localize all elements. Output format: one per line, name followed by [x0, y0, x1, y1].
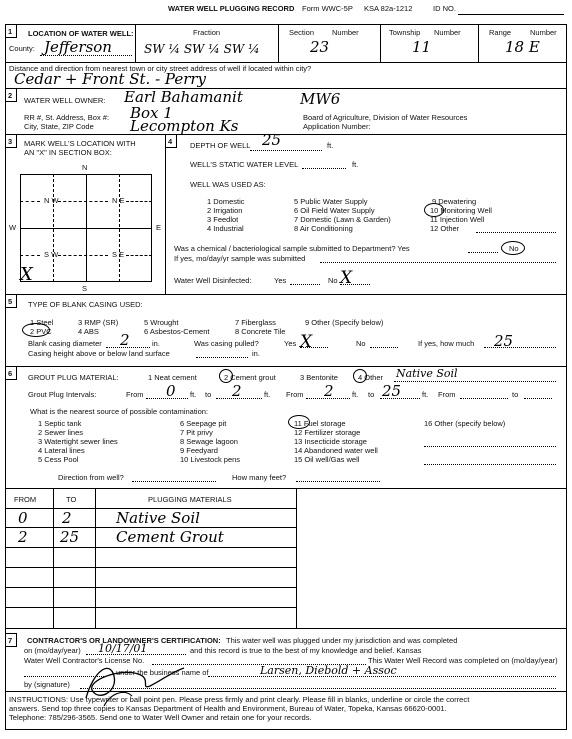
address-value[interactable]: Box 1 — [130, 104, 173, 122]
casing-1[interactable]: 1 Steel — [30, 318, 54, 327]
use-2[interactable]: 2 Irrigation — [207, 206, 243, 215]
howmuch-value[interactable]: 25 — [494, 332, 514, 350]
instructions-line-2: answers. Send top three copies to Kansas Department of Health and Environment, Bureau of Water, Topeka, Kansas 66620-0001. — [9, 704, 447, 713]
quadrant-sw: S W — [44, 250, 59, 259]
distance-value[interactable]: Cedar + Front St. - Perry — [14, 70, 207, 88]
section-label: Section — [289, 28, 315, 37]
signature-label: by (signature) — [24, 680, 70, 689]
distance-label: Distance and direction from nearest town or city street address of well if located within city? — [9, 64, 312, 73]
casing-8[interactable]: 8 Concrete Tile — [235, 327, 286, 336]
city-value[interactable]: Lecompton Ks — [130, 117, 239, 135]
true-statement: and this record is true to the best of my knowledge and belief. Kansas — [190, 646, 422, 655]
source-12[interactable]: 12 Fertilizer storage — [294, 428, 361, 437]
business-name-label: under the business name of — [116, 668, 209, 677]
compass-e: E — [156, 223, 162, 232]
instructions-line-1: INSTRUCTIONS: Use typewriter or ball point pen. Please press firmly and print clearly. Please fill in blanks, underline or circle the correct — [9, 695, 470, 704]
form-number: Form WWC-5P — [302, 4, 353, 13]
section-number-label: Number — [332, 28, 359, 37]
source-9[interactable]: 9 Feedyard — [180, 446, 218, 455]
table-from-header: FROM — [14, 495, 37, 504]
casing-9[interactable]: 9 Other (Specify below) — [305, 318, 384, 327]
section-1-num: 1 — [8, 27, 13, 36]
interval-2-from[interactable]: 2 — [324, 382, 334, 400]
casing-7[interactable]: 7 Fiberglass — [235, 318, 276, 327]
id-label: ID NO. — [433, 4, 456, 13]
form-title: WATER WELL PLUGGING RECORD — [168, 4, 295, 13]
height-label: Casing height above or below land surface — [28, 349, 170, 358]
source-11[interactable]: 11 Fuel storage — [294, 419, 346, 428]
source-14[interactable]: 14 Abandoned water well — [294, 446, 378, 455]
casing-4[interactable]: 4 ABS — [78, 327, 99, 336]
table-to-header: TO — [66, 495, 77, 504]
use-3[interactable]: 3 Feedlot — [207, 215, 239, 224]
depth-value[interactable]: 25 — [262, 131, 282, 149]
use-10[interactable]: 10 Monitoring Well — [430, 206, 492, 215]
compass-n: N — [82, 163, 88, 172]
howmany-label: How many feet? — [232, 473, 287, 482]
business-name-value[interactable]: Larsen, Diebold + Assoc — [260, 664, 397, 677]
location-label: LOCATION OF WATER WELL: — [28, 29, 134, 38]
intervals-label: Grout Plug Intervals: — [28, 390, 97, 399]
table-row-1-to[interactable]: 2 — [62, 509, 72, 527]
certification-text: This water well was plugged under my jurisdiction and was completed — [226, 636, 458, 645]
interval-1-ft-a: ft. — [190, 390, 197, 399]
casing-2[interactable]: 2 PVC — [30, 327, 52, 336]
source-4[interactable]: 4 Lateral lines — [38, 446, 85, 455]
table-row-2-to[interactable]: 25 — [60, 528, 80, 546]
material-2-circle — [219, 369, 233, 383]
address-label: RR #, St. Address, Box #: — [24, 113, 110, 122]
disinfect-no[interactable]: No — [328, 276, 338, 285]
township-label: Township — [389, 28, 421, 37]
pulled-no[interactable]: No — [356, 339, 366, 348]
material-other-value[interactable]: Native Soil — [396, 367, 458, 380]
source-5[interactable]: 5 Cess Pool — [38, 455, 79, 464]
table-row-2-from[interactable]: 2 — [18, 528, 28, 546]
interval-1-to-label: to — [205, 390, 212, 399]
source-6[interactable]: 6 Seepage pit — [180, 419, 227, 428]
id-line — [458, 14, 564, 15]
interval-1-ft-b: ft. — [264, 390, 271, 399]
pulled-x-mark: X — [300, 332, 313, 352]
instructions-line-3: Telephone: 785/296-3565. Send one to Water Well Owner and retain one for your records. — [9, 713, 312, 722]
material-3[interactable]: 3 Bentonite — [300, 373, 338, 382]
material-4[interactable]: 4 Other — [358, 373, 384, 382]
use-11[interactable]: 11 Injection Well — [430, 215, 485, 224]
casing-2-circle — [22, 323, 50, 337]
compass-w: W — [9, 223, 17, 232]
interval-3-to-label: to — [512, 390, 519, 399]
use-6[interactable]: 6 Oil Field Water Supply — [294, 206, 375, 215]
chem-question: Was a chemical / bacteriological sample submitted to Department? Yes — [174, 244, 410, 253]
interval-2-to[interactable]: 25 — [382, 382, 402, 400]
chem-no-circle — [501, 241, 525, 255]
city-label: City, State, ZIP Code — [24, 122, 94, 131]
use-7[interactable]: 7 Domestic (Lawn & Garden) — [294, 215, 391, 224]
use-8[interactable]: 8 Air Conditioning — [294, 224, 353, 233]
township-value[interactable]: 11 — [412, 38, 432, 56]
depth-ft: ft. — [327, 141, 334, 150]
code-value[interactable]: MW6 — [300, 90, 341, 108]
material-2[interactable]: 2 Cement grout — [224, 373, 276, 382]
quadrant-nw: N W — [44, 196, 59, 205]
completed-on-label: on (mo/day/year) — [24, 646, 81, 655]
interval-3-from-label: From — [438, 390, 456, 399]
owner-value[interactable]: Earl Bahamanit — [124, 88, 243, 106]
casing-6[interactable]: 6 Asbestos-Cement — [144, 327, 210, 336]
table-row-1-material[interactable]: Native Soil — [116, 509, 200, 527]
table-row-2-material[interactable]: Cement Grout — [116, 528, 224, 546]
quadrant-ne: N E — [112, 196, 125, 205]
record-completed-text: This Water Well Record was completed on (mo/day/year) — [368, 656, 558, 665]
disinfect-yes[interactable]: Yes — [274, 276, 287, 285]
source-7[interactable]: 7 Pit privy — [180, 428, 213, 437]
township-number-label: Number — [434, 28, 461, 37]
ksa-number: KSA 82a-1212 — [364, 4, 413, 13]
board-label: Board of Agriculture, Division of Water Resources — [303, 113, 468, 122]
static-label: WELL'S STATIC WATER LEVEL — [190, 160, 299, 169]
county-value[interactable]: Jefferson — [44, 38, 112, 56]
interval-1-from[interactable]: 0 — [166, 382, 176, 400]
completed-date[interactable]: 10/17/01 — [98, 642, 148, 655]
certification-label: CONTRACTOR'S OR LANDOWNER'S CERTIFICATION: — [27, 636, 221, 645]
source-3[interactable]: 3 Watertight sewer lines — [38, 437, 118, 446]
mark-label: MARK WELL'S LOCATION WITH — [24, 139, 136, 148]
chem-date-label: If yes, mo/day/yr sample was submitted — [174, 254, 306, 263]
owner-label: WATER WELL OWNER: — [24, 96, 106, 105]
section-3-num: 3 — [8, 137, 13, 146]
source-8[interactable]: 8 Sewage lagoon — [180, 437, 238, 446]
source-16[interactable]: 16 Other (specify below) — [424, 419, 506, 428]
use-5[interactable]: 5 Public Water Supply — [294, 197, 368, 206]
height-in: in. — [252, 349, 260, 358]
section-2-num: 2 — [8, 91, 13, 100]
pulled-yes[interactable]: Yes — [284, 339, 297, 348]
chem-no[interactable]: No — [509, 244, 519, 253]
casing-5[interactable]: 5 Wrought — [144, 318, 179, 327]
compass-s: S — [82, 284, 88, 293]
material-1[interactable]: 1 Neat cement — [148, 373, 197, 382]
grout-label: GROUT PLUG MATERIAL: — [28, 373, 119, 382]
source-label: What is the nearest source of possible contamination: — [30, 407, 209, 416]
application-label: Application Number: — [303, 122, 371, 131]
disinfect-x-mark: X — [340, 268, 353, 288]
used-label: WELL WAS USED AS: — [190, 180, 266, 189]
interval-1-from-label: From — [126, 390, 144, 399]
source-2[interactable]: 2 Sewer lines — [38, 428, 84, 437]
range-value[interactable]: 18 E — [505, 38, 540, 56]
diameter-in: in. — [152, 339, 160, 348]
use-1[interactable]: 1 Domestic — [207, 197, 245, 206]
howmuch-label: If yes, how much — [418, 339, 475, 348]
source-15[interactable]: 15 Oil well/Gas well — [294, 455, 360, 464]
quadrant-se: S E — [112, 250, 125, 259]
mark-label-2: AN "X" IN SECTION BOX: — [24, 148, 112, 157]
direction-label: Direction from well? — [58, 473, 124, 482]
section-value[interactable]: 23 — [310, 38, 330, 56]
depth-label: DEPTH OF WELL — [190, 141, 251, 150]
license-label: Water Well Contractor's License No. — [24, 656, 145, 665]
fraction-label: Fraction — [193, 28, 221, 37]
interval-1-to[interactable]: 2 — [232, 382, 242, 400]
source-1[interactable]: 1 Septic tank — [38, 419, 82, 428]
interval-2-ft-a: ft. — [352, 390, 359, 399]
section-5-num: 5 — [8, 297, 13, 306]
range-number-label: Number — [530, 28, 557, 37]
range-label: Range — [489, 28, 512, 37]
use-12[interactable]: 12 Other — [430, 224, 460, 233]
use-9[interactable]: 9 Dewatering — [432, 197, 477, 206]
interval-2-to-label: to — [368, 390, 375, 399]
section-6-num: 6 — [8, 369, 13, 378]
table-row-1-from[interactable]: 0 — [18, 509, 28, 527]
static-ft: ft. — [352, 160, 359, 169]
casing-3[interactable]: 3 RMP (SR) — [78, 318, 119, 327]
source-13[interactable]: 13 Insecticide storage — [294, 437, 367, 446]
section-7-num: 7 — [8, 636, 13, 645]
interval-2-ft-b: ft. — [422, 390, 429, 399]
table-material-header: PLUGGING MATERIALS — [148, 495, 232, 504]
section-4-num: 4 — [168, 137, 173, 146]
use-4[interactable]: 4 Industrial — [207, 224, 244, 233]
fraction-value[interactable]: SW ¼ SW ¼ SW ¼ — [144, 42, 260, 56]
disinfect-label: Water Well Disinfected: — [174, 276, 252, 285]
location-mark: X — [20, 264, 33, 285]
source-10[interactable]: 10 Livestock pens — [180, 455, 241, 464]
source-11-circle — [288, 415, 310, 429]
pulled-label: Was casing pulled? — [194, 339, 259, 348]
county-label: County: — [9, 44, 35, 53]
interval-2-from-label: From — [286, 390, 304, 399]
material-4-circle — [353, 369, 367, 383]
diameter-label: Blank casing diameter — [28, 339, 102, 348]
diameter-value[interactable]: 2 — [120, 331, 130, 349]
casing-type-label: TYPE OF BLANK CASING USED: — [28, 300, 143, 309]
